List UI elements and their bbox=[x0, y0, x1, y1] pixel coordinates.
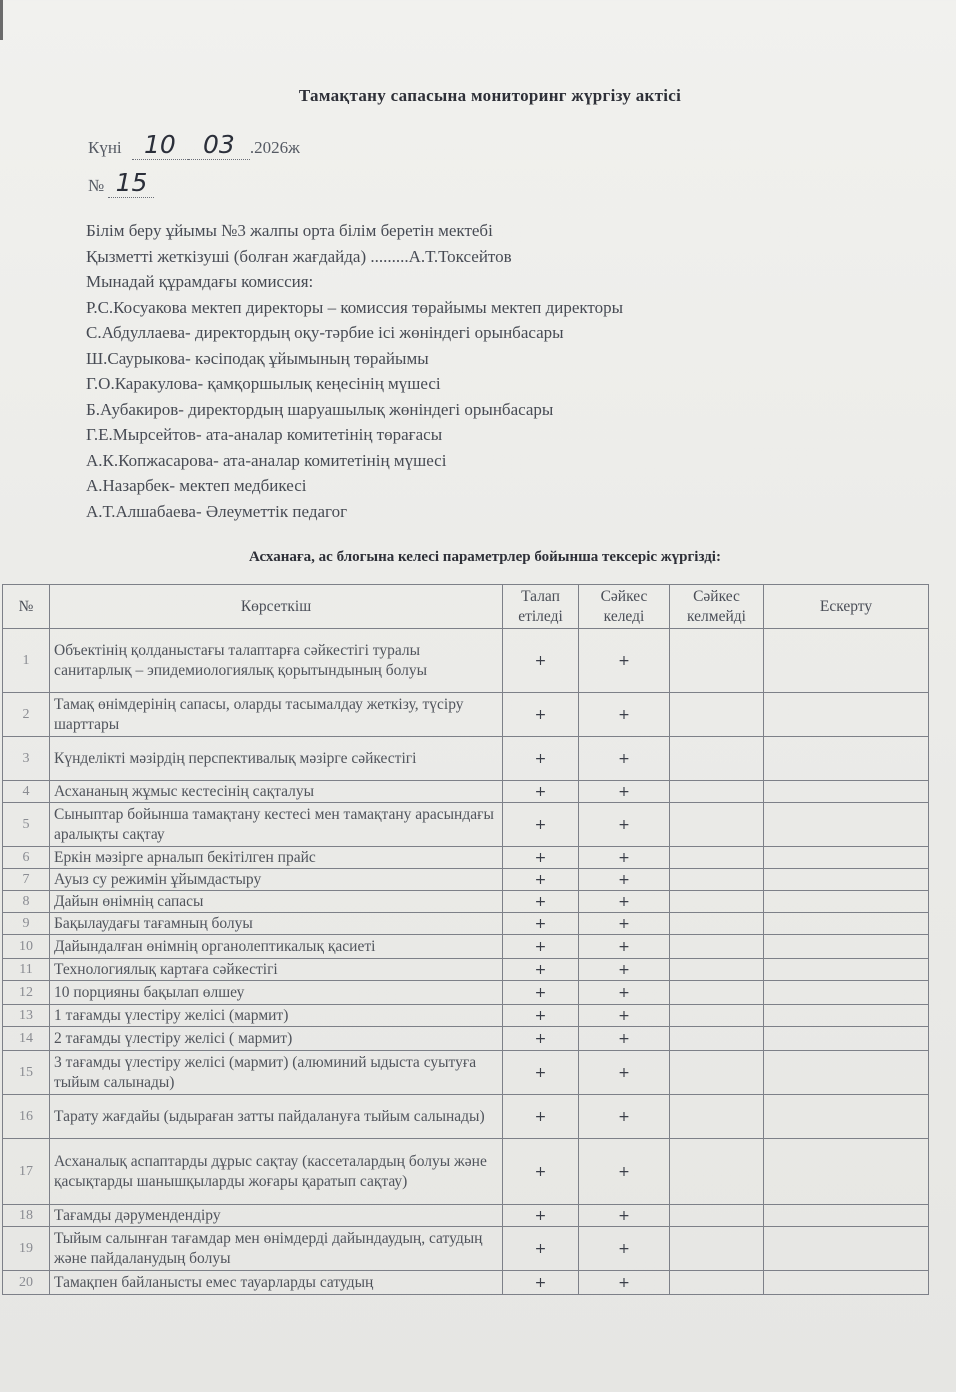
row-indicator: 3 тағамды үлестіру желісі (мармит) (алюминий ыдыста суытуға тыйым салынады) bbox=[50, 1051, 503, 1095]
note-cell bbox=[764, 629, 929, 693]
compliant-mark: + bbox=[579, 1227, 670, 1271]
compliant-mark: + bbox=[579, 1027, 670, 1051]
compliant-mark: + bbox=[579, 847, 670, 869]
noncompliant-cell bbox=[670, 1139, 764, 1205]
row-number: 4 bbox=[3, 781, 50, 803]
member-line: Р.С.Косуакова мектеп директоры – комиссия төрайымы мектеп директоры bbox=[86, 297, 624, 317]
header-indicator: Көрсеткіш bbox=[50, 585, 503, 629]
compliant-mark: + bbox=[579, 913, 670, 935]
row-number: 17 bbox=[3, 1139, 50, 1205]
noncompliant-cell bbox=[670, 629, 764, 693]
table-row bbox=[3, 1205, 929, 1227]
member-line: Г.О.Каракулова- қамқоршылық кеңесінің мүшесі bbox=[86, 374, 441, 393]
date-label: Күні bbox=[88, 138, 122, 157]
noncompliant-cell bbox=[670, 693, 764, 737]
table-row bbox=[3, 781, 929, 803]
compliant-mark: + bbox=[579, 935, 670, 959]
date-day: 10 bbox=[144, 130, 176, 159]
member-line: Б.Аубакиров- директордың шаруашылық жөніндегі орынбасары bbox=[86, 399, 554, 419]
member-line: А.Т.Алшабаева- Әлеуметтік педагог bbox=[86, 501, 348, 521]
table-row bbox=[3, 981, 929, 1005]
required-mark: + bbox=[503, 629, 579, 693]
noncompliant-cell bbox=[670, 891, 764, 913]
member-line: Ш.Саурыкова- кәсіподақ ұйымының төрайымы bbox=[86, 348, 429, 368]
row-indicator: Тарату жағдайы (ыдыраған затты пайдалануға тыйым салынады) bbox=[50, 1095, 503, 1139]
required-mark: + bbox=[503, 803, 579, 847]
note-cell bbox=[764, 781, 929, 803]
row-indicator: 10 порцияны бақылап өлшеу bbox=[50, 981, 503, 1005]
header-noncompliant: Сәйкес келмейді bbox=[670, 585, 764, 629]
note-cell bbox=[764, 869, 929, 891]
row-indicator: Асханалық аспаптарды дұрыс сақтау (кассеталардың болуы және қасықтарды шанышқыларды жоғары қаратып сақтау) bbox=[50, 1139, 503, 1205]
row-number: 7 bbox=[3, 869, 50, 891]
note-cell bbox=[764, 847, 929, 869]
row-number: 8 bbox=[3, 891, 50, 913]
table-row bbox=[3, 935, 929, 959]
note-cell bbox=[764, 1027, 929, 1051]
noncompliant-cell bbox=[670, 869, 764, 891]
date-month-field bbox=[188, 130, 250, 160]
noncompliant-cell bbox=[670, 781, 764, 803]
row-indicator: 1 тағамды үлестіру желісі (мармит) bbox=[50, 1005, 503, 1027]
noncompliant-cell bbox=[670, 1271, 764, 1295]
table-row bbox=[3, 1051, 929, 1095]
member-line: Г.Е.Мырсейтов- ата-аналар комитетінің төрағасы bbox=[86, 425, 443, 444]
noncompliant-cell bbox=[670, 1227, 764, 1271]
required-mark: + bbox=[503, 1095, 579, 1139]
required-mark: + bbox=[503, 1139, 579, 1205]
required-mark: + bbox=[503, 959, 579, 981]
row-number: 14 bbox=[3, 1027, 50, 1051]
required-mark: + bbox=[503, 847, 579, 869]
row-number: 19 bbox=[3, 1227, 50, 1271]
row-number: 6 bbox=[3, 847, 50, 869]
row-number: 5 bbox=[3, 803, 50, 847]
table-header-row bbox=[3, 585, 929, 629]
note-cell bbox=[764, 803, 929, 847]
table-row bbox=[3, 959, 929, 981]
compliant-mark: + bbox=[579, 803, 670, 847]
note-cell bbox=[764, 1205, 929, 1227]
note-cell bbox=[764, 737, 929, 781]
noncompliant-cell bbox=[670, 935, 764, 959]
row-number: 3 bbox=[3, 737, 50, 781]
note-cell bbox=[764, 891, 929, 913]
noncompliant-cell bbox=[670, 1027, 764, 1051]
required-mark: + bbox=[503, 891, 579, 913]
row-indicator: 2 тағамды үлестіру желісі ( мармит) bbox=[50, 1027, 503, 1051]
row-indicator: Тамақпен байланысты емес тауарларды сатудың bbox=[50, 1271, 503, 1295]
number-field bbox=[108, 168, 154, 198]
note-cell bbox=[764, 1095, 929, 1139]
compliant-mark: + bbox=[579, 1271, 670, 1295]
required-mark: + bbox=[503, 1005, 579, 1027]
row-indicator: Дайындалған өнімнің органолептикалық қасиеті bbox=[50, 935, 503, 959]
required-mark: + bbox=[503, 781, 579, 803]
number-line bbox=[88, 168, 154, 198]
compliant-mark: + bbox=[579, 1095, 670, 1139]
noncompliant-cell bbox=[670, 847, 764, 869]
required-mark: + bbox=[503, 737, 579, 781]
row-number: 20 bbox=[3, 1271, 50, 1295]
table-row bbox=[3, 1027, 929, 1051]
row-indicator: Асхананың жұмыс кестесінің сақталуы bbox=[50, 781, 503, 803]
table-row bbox=[3, 1139, 929, 1205]
noncompliant-cell bbox=[670, 913, 764, 935]
noncompliant-cell bbox=[670, 803, 764, 847]
org-line: Білім беру ұйымы №3 жалпы орта білім беретін мектебі bbox=[86, 221, 493, 240]
table-row bbox=[3, 629, 929, 693]
row-number: 15 bbox=[3, 1051, 50, 1095]
table-row bbox=[3, 1095, 929, 1139]
required-mark: + bbox=[503, 1051, 579, 1095]
date-month: 03 bbox=[203, 130, 235, 159]
date-year: .2026ж bbox=[249, 138, 300, 157]
corner-mark bbox=[0, 0, 3, 40]
header-compliant: Сәйкес келеді bbox=[579, 585, 670, 629]
row-indicator: Объектінің қолданыстағы талаптарға сәйкестігі туралы санитарлық – эпидемиологиялық қорытындының болуы bbox=[50, 629, 503, 693]
note-cell bbox=[764, 935, 929, 959]
row-number: 11 bbox=[3, 959, 50, 981]
table-row bbox=[3, 1005, 929, 1027]
compliant-mark: + bbox=[579, 869, 670, 891]
note-cell bbox=[764, 1051, 929, 1095]
row-indicator: Тағамды дәрумендендіру bbox=[50, 1205, 503, 1227]
noncompliant-cell bbox=[670, 1051, 764, 1095]
compliant-mark: + bbox=[579, 1139, 670, 1205]
row-indicator: Күнделікті мәзірдің перспективалық мәзірге сәйкестігі bbox=[50, 737, 503, 781]
table-row bbox=[3, 1271, 929, 1295]
document-title: Тамақтану сапасына мониторинг жүргізу актісі bbox=[298, 86, 682, 105]
noncompliant-cell bbox=[670, 737, 764, 781]
compliant-mark: + bbox=[579, 1051, 670, 1095]
table-row bbox=[3, 1227, 929, 1271]
compliant-mark: + bbox=[579, 629, 670, 693]
note-cell bbox=[764, 693, 929, 737]
date-day-field bbox=[132, 130, 188, 160]
compliant-mark: + bbox=[579, 981, 670, 1005]
header-required: Талап етіледі bbox=[503, 585, 579, 629]
table-row bbox=[3, 891, 929, 913]
compliant-mark: + bbox=[579, 1005, 670, 1027]
noncompliant-cell bbox=[670, 1005, 764, 1027]
row-indicator: Технологиялық картаға сәйкестігі bbox=[50, 959, 503, 981]
required-mark: + bbox=[503, 1205, 579, 1227]
compliant-mark: + bbox=[579, 1205, 670, 1227]
required-mark: + bbox=[503, 693, 579, 737]
required-mark: + bbox=[503, 1271, 579, 1295]
note-cell bbox=[764, 981, 929, 1005]
table-row bbox=[3, 737, 929, 781]
noncompliant-cell bbox=[670, 981, 764, 1005]
required-mark: + bbox=[503, 1227, 579, 1271]
row-number: 2 bbox=[3, 693, 50, 737]
required-mark: + bbox=[503, 981, 579, 1005]
compliant-mark: + bbox=[579, 781, 670, 803]
row-indicator: Тыйым салынған тағамдар мен өнімдерді дайындаудың, сатудың және пайдаланудың болуы bbox=[50, 1227, 503, 1271]
date-line bbox=[88, 130, 300, 160]
note-cell bbox=[764, 913, 929, 935]
header-note: Ескерту bbox=[764, 585, 929, 629]
table-row bbox=[3, 693, 929, 737]
member-line: А.К.Копжасарова- ата-аналар комитетінің мүшесі bbox=[86, 450, 447, 470]
note-cell bbox=[764, 959, 929, 981]
row-number: 10 bbox=[3, 935, 50, 959]
table-row bbox=[3, 913, 929, 935]
row-indicator: Бақылаудағы тағамның болуы bbox=[50, 913, 503, 935]
number-label: № bbox=[88, 176, 105, 195]
row-indicator: Ауыз су режимін ұйымдастыру bbox=[50, 869, 503, 891]
table-row bbox=[3, 847, 929, 869]
compliant-mark: + bbox=[579, 891, 670, 913]
note-cell bbox=[764, 1271, 929, 1295]
row-number: 16 bbox=[3, 1095, 50, 1139]
table-row bbox=[3, 803, 929, 847]
note-cell bbox=[764, 1139, 929, 1205]
header-no: № bbox=[3, 585, 50, 629]
note-cell bbox=[764, 1227, 929, 1271]
compliant-mark: + bbox=[579, 693, 670, 737]
table-row bbox=[3, 869, 929, 891]
noncompliant-cell bbox=[670, 1095, 764, 1139]
commission-block bbox=[86, 218, 623, 524]
row-indicator: Сыныптар бойынша тамақтану кестесі мен тамақтану арасындағы аралықты сақтау bbox=[50, 803, 503, 847]
row-number: 12 bbox=[3, 981, 50, 1005]
commission-heading: Мынадай құрамдағы комиссия: bbox=[86, 272, 314, 291]
required-mark: + bbox=[503, 869, 579, 891]
row-number: 18 bbox=[3, 1205, 50, 1227]
member-line: С.Абдуллаева- директордың оқу-тәрбие ісі жөніндегі орынбасары bbox=[86, 323, 564, 342]
compliant-mark: + bbox=[579, 737, 670, 781]
row-indicator: Еркін мәзірге арналып бекітілген прайс bbox=[50, 847, 503, 869]
inspection-subtitle: Асханаға, ас блогына келесі параметрлер бойынша тексеріс жүргізді: bbox=[249, 549, 721, 565]
note-cell bbox=[764, 1005, 929, 1027]
noncompliant-cell bbox=[670, 1205, 764, 1227]
noncompliant-cell bbox=[670, 959, 764, 981]
required-mark: + bbox=[503, 935, 579, 959]
member-line: А.Назарбек- мектеп медбикесі bbox=[86, 476, 307, 495]
number-value: 15 bbox=[115, 168, 148, 197]
row-indicator: Дайын өнімнің сапасы bbox=[50, 891, 503, 913]
inspection-table bbox=[2, 584, 929, 1295]
row-number: 13 bbox=[3, 1005, 50, 1027]
row-number: 9 bbox=[3, 913, 50, 935]
row-number: 1 bbox=[3, 629, 50, 693]
required-mark: + bbox=[503, 913, 579, 935]
compliant-mark: + bbox=[579, 959, 670, 981]
required-mark: + bbox=[503, 1027, 579, 1051]
row-indicator: Тамақ өнімдерінің сапасы, оларды тасымалдау жеткізу, түсіру шарттары bbox=[50, 693, 503, 737]
supplier-line: Қызметті жеткізуші (болған жағдайда) .........А.Т.Токсейтов bbox=[86, 246, 512, 266]
